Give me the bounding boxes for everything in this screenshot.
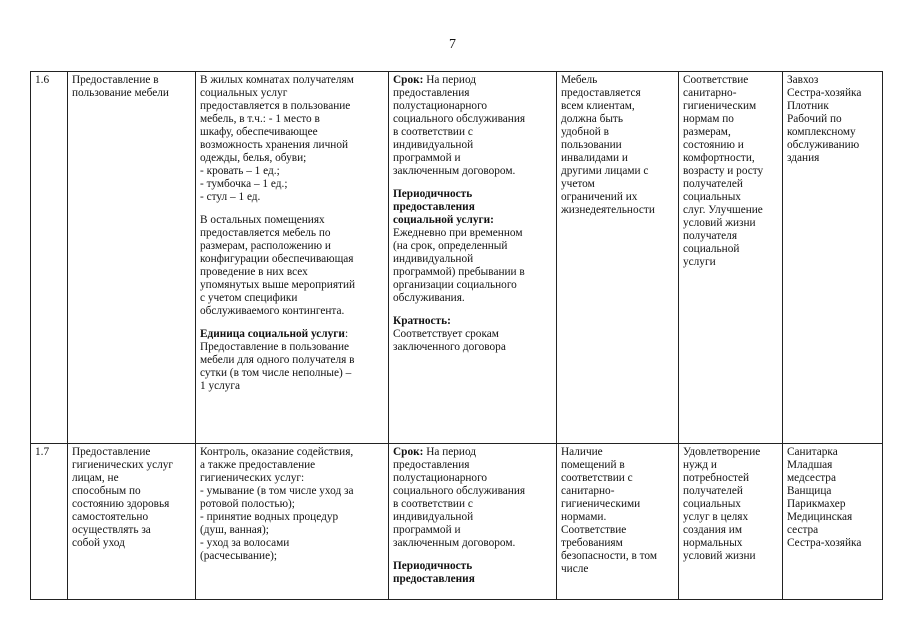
service-description-cell: Контроль, оказание содействия, а также предоставление гигиенических услуг: - умывание (в том числе уход за ротовой полостью); - принятие водных процедур (душ, ванная); - уход за волосами (расчесывание); bbox=[196, 444, 389, 600]
term-label: Срок: bbox=[393, 74, 424, 86]
row-number-cell bbox=[31, 444, 68, 600]
conditions-cell: Наличие помещений в соответствии с санитарно- гигиеническими нормами. Соответствие требованиям безопасности, в том числе bbox=[557, 444, 679, 600]
period-label: Периодичность bbox=[393, 188, 473, 200]
conditions-cell: Мебель предоставляется всем клиентам, должна быть удобной в пользовании инвалидами и другими лицами с учетом ограничений их жизнедеятельности bbox=[557, 72, 679, 444]
service-name-cell: Предоставление гигиенических услуг лицам, не способным по состоянию здоровья самостоятельно осуществлять за собой уход bbox=[68, 444, 196, 600]
multiplicity-label: Кратность: bbox=[393, 315, 451, 327]
quality-cell: Удовлетворение нужд и потребностей получателей социальных услуг в целях создания им нормальных условий жизни bbox=[679, 444, 783, 600]
term-label: Срок: bbox=[393, 446, 424, 458]
service-description-cell: В жилых комнатах получателям социальных услуг предоставляется в пользование мебель, в т.ч.: - 1 место в шкафу, обеспечивающее возможность хранения личной одежды, белья, обуви; - кровать – 1 ед.; - тумбочка – 1 ед.; - стул – 1 ед. В остальных помещениях предоставляется мебель по размерам, расположению и конфигурации обеспечивающая проведение в них всех упомянутых выше мероприятий с учетом специфики обслуживаемого контингента. Единица социальной услуги: Предоставление в пользование мебели для одного получателя в сутки (в том числе неполные) – 1 услуга bbox=[196, 72, 389, 444]
table-row bbox=[31, 444, 883, 600]
row-number-cell bbox=[31, 72, 68, 444]
service-name-cell: Предоставление в пользование мебели bbox=[68, 72, 196, 444]
row-number: 1.6 bbox=[35, 74, 50, 86]
terms-cell: Срок: На период предоставления полустационарного социального обслуживания в соответствии с индивидуальной программой и заключенным договором. Периодичность предоставления социальной услуги: Ежедневно при временном (на срок, определенный индивидуальной программой) пребывании в организации социального обслуживания. Кратность: Соответствует срокам заключенного договора bbox=[389, 72, 557, 444]
services-table bbox=[30, 71, 883, 600]
page-number: 7 bbox=[449, 37, 456, 52]
terms-cell: Срок: На период предоставления полустационарного социального обслуживания в соответствии с индивидуальной программой и заключенным договором. Периодичность предоставления bbox=[389, 444, 557, 600]
unit-label: Единица социальной услуги bbox=[200, 328, 345, 340]
staff-cell: Завхоз Сестра-хозяйка Плотник Рабочий по комплексному обслуживанию здания bbox=[783, 72, 883, 444]
quality-cell: Соответствие санитарно- гигиеническим нормам по размерам, состоянию и комфортности, возрасту и росту получателей социальных слуг. Улучшение условий жизни получателя социальной услуги bbox=[679, 72, 783, 444]
staff-cell: Санитарка Младшая медсестра Ванщица Парикмахер Медицинская сестра Сестра-хозяйка bbox=[783, 444, 883, 600]
period-label: Периодичность bbox=[393, 560, 473, 572]
row-number: 1.7 bbox=[35, 446, 50, 458]
table-row bbox=[31, 72, 883, 444]
